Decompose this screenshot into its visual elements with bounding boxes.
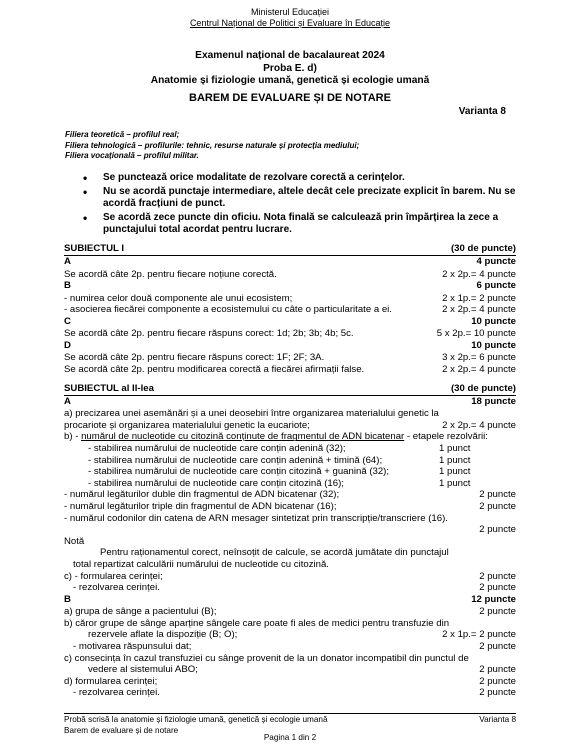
criterion-text: - numărul legăturilor triple din fragmentul de ADN bicatenar (16); — [64, 501, 337, 513]
points-value: 2 puncte — [479, 675, 516, 687]
footer-line-2: Barem de evaluare și de notare — [64, 725, 179, 735]
points-value: 2 x 2p.= 4 puncte — [442, 363, 516, 375]
points-value: 2 puncte — [479, 582, 516, 594]
barem-line — [64, 513, 516, 525]
ministry-name: Ministerul Educației — [250, 7, 330, 17]
points-value: 2 puncte — [479, 489, 516, 501]
rule-item: • Se acordă zece puncte din oficiu. Nota finală se calculează prin împărțirea la zece a punctajului total acordat pentru lucrare. — [77, 212, 522, 237]
points-value: 2 puncte — [479, 501, 516, 513]
barem-line — [64, 664, 516, 676]
section-gap — [64, 376, 516, 383]
criterion-text: - numirea celor două componente ale unui ecosistem; — [64, 292, 293, 304]
criterion-text: c) consecința în cazul transfuziei cu sânge provenit de la un donator incompatibil din punctul de — [64, 652, 469, 664]
barem-line — [64, 396, 516, 408]
points-value: 1 punct — [439, 454, 471, 466]
barem-line — [64, 559, 516, 571]
varianta-label: Varianta 8 — [458, 106, 506, 117]
barem-line — [64, 582, 516, 594]
criterion-text: b) căror grupe de sânge aparține sângele care poate fi ales de medici pentru transfuzie din — [64, 617, 450, 629]
barem-line — [64, 571, 516, 583]
criterion-text: Se acordă câte 2p. pentru fiecare noțiune corectă. — [64, 268, 277, 280]
rule-item: • Nu se acordă punctaje intermediare, altele decât cele precizate explicit în barem. Nu se acordă fracțiuni de punct. — [77, 186, 522, 211]
points-value: 2 x 1p.= 2 puncte — [442, 629, 516, 641]
criterion-text: - numărul codonilor din catena de ARN mesager sintetizat prin transcripție/transcriere (16). — [64, 512, 448, 524]
points-value: 2 puncte — [479, 640, 516, 652]
barem-line — [64, 408, 516, 420]
filiere-list — [65, 130, 359, 162]
criterion-underlined: numărul de nucleotide cu citozină conținute de fragmentul de ADN bicatenar — [81, 431, 405, 443]
criterion-text: A — [64, 256, 71, 268]
filiera-item: Filiera teoretică – profilul real; — [65, 130, 180, 139]
criterion-text: - stabilirea numărului de nucleotide care conțin adenină + timină (64); — [88, 454, 383, 466]
criterion-text: a) grupa de sânge a pacientului (B); — [64, 606, 217, 618]
general-rules — [77, 172, 522, 238]
points-value: 10 puncte — [471, 339, 516, 351]
rule-item: • Se punctează orice modalitate de rezolvare corectă a cerințelor. — [77, 172, 522, 185]
criterion-text: - stabilirea numărului de nucleotide care conțin adenină (32); — [88, 443, 346, 455]
points-value: 2 puncte — [479, 570, 516, 582]
section-heading — [64, 243, 516, 256]
criterion-text: total repartizat calculării numărului de nucleotide cu citozină. — [73, 559, 329, 571]
center-name: Centrul Național de Politici și Evaluare în Educație — [189, 18, 391, 28]
criterion-text: - motivarea răspunsului dat; — [73, 640, 192, 652]
barem-line — [64, 280, 516, 292]
criterion-text: - rezolvarea cerinței. — [73, 687, 160, 699]
criterion-prefix: b) - — [64, 431, 82, 443]
criterion-text: c) - formularea cerinței; — [64, 570, 163, 582]
points-value: 12 puncte — [471, 593, 516, 605]
criterion-text: B — [64, 280, 71, 292]
points-value: 2 x 1p.= 2 puncte — [442, 292, 516, 304]
criterion-text: - stabilirea numărului de nucleotide care conțin citozină (16); — [88, 477, 344, 489]
barem-line — [64, 547, 516, 559]
barem-line — [64, 676, 516, 688]
points-value: (30 de puncte) — [450, 243, 516, 254]
barem-line — [64, 466, 516, 478]
points-value: 3 x 2p.= 6 puncte — [442, 352, 516, 364]
criterion-text: vedere al sistemului ABO; — [88, 664, 198, 676]
barem-line — [64, 653, 516, 665]
exam-titles — [0, 50, 580, 88]
barem-line — [64, 420, 516, 432]
criterion-text: d) formularea cerinței; — [64, 675, 158, 687]
barem-line — [64, 364, 516, 376]
points-value: 4 puncte — [476, 256, 516, 268]
barem-line — [64, 606, 516, 618]
barem-line — [64, 489, 516, 501]
barem-line — [64, 478, 516, 490]
criterion-text: Se acordă câte 2p. pentru fiecare răspuns corect: 1F; 2F; 3A. — [64, 352, 325, 364]
points-value: 10 puncte — [471, 315, 516, 327]
barem-line — [64, 293, 516, 305]
criterion-text: procariote și organizarea materialului genetic la eucariote; — [64, 419, 310, 431]
barem-line — [64, 536, 516, 548]
points-value: 2 x 2p.= 4 puncte — [442, 304, 516, 316]
criterion-text: - stabilirea numărului de nucleotide care conțin citozină + guanină (32); — [88, 466, 390, 478]
barem-line — [64, 594, 516, 606]
points-value: 2 puncte — [479, 664, 516, 676]
criterion-suffix: - etapele rezolvării: — [404, 431, 488, 443]
criterion-text: SUBIECTUL I — [64, 243, 125, 254]
barem-line — [64, 256, 516, 268]
points-value: (30 de puncte) — [450, 382, 516, 394]
criterion-text: Notă — [64, 535, 85, 547]
points-value: 6 puncte — [476, 280, 516, 292]
points-value: 2 x 2p.= 4 puncte — [442, 419, 516, 431]
points-value: 1 punct — [439, 466, 471, 478]
barem-line — [64, 629, 516, 641]
points-value: 2 puncte — [479, 606, 516, 618]
criterion-text: SUBIECTUL al II-lea — [64, 382, 154, 394]
criterion-text: - asocierea fiecărei componente a ecosistemului cu câte o particularitate a ei. — [64, 304, 392, 316]
barem-line — [64, 352, 516, 364]
criterion-text: Pentru raționamentul corect, neînsoțit de calcule, se acordă jumătate din punctajul — [100, 547, 449, 559]
footer-line-1: Probă scrisă la anatomie și fiziologie umană, genetică și ecologie umană — [64, 715, 328, 724]
barem-line — [64, 340, 516, 352]
barem-line — [64, 524, 516, 536]
points-value: 18 puncte — [471, 395, 516, 407]
points-value: 1 punct — [439, 477, 471, 489]
barem-line — [64, 304, 516, 316]
criterion-text: rezervele aflate la dispoziție (B; O); — [88, 629, 238, 641]
filiera-item: Filiera vocațională – profilul militar. — [65, 151, 199, 160]
barem-line — [64, 455, 516, 467]
proba-title: Proba E. d) — [263, 62, 317, 74]
footer-varianta: Varianta 8 — [479, 715, 516, 724]
barem-line — [64, 687, 516, 699]
criterion-text: B — [64, 593, 71, 605]
barem-line — [64, 641, 516, 653]
points-value: 2 puncte — [479, 687, 516, 699]
criterion-text: A — [64, 395, 71, 407]
subject-title: Anatomie și fiziologie umană, genetică și ecologie umană — [150, 75, 430, 86]
barem-title: BAREM DE EVALUARE ȘI DE NOTARE — [189, 92, 391, 104]
points-value: 5 x 2p.= 10 puncte — [436, 328, 516, 340]
points-value: 2 x 2p.= 4 puncte — [442, 268, 516, 280]
criterion-text — [64, 431, 488, 443]
ministry-header — [0, 7, 580, 29]
barem-line — [64, 316, 516, 328]
criterion-text: - rezolvarea cerinței. — [73, 582, 160, 594]
barem-line — [64, 269, 516, 281]
criterion-text: C — [64, 315, 71, 327]
criterion-text: a) precizarea unei asemănări și a unei deosebiri între organizarea materialului genetic la — [64, 408, 439, 420]
page-number: Pagina 1 din 2 — [263, 733, 317, 742]
filiera-item: Filiera tehnologică – profilurile: tehnic, resurse naturale și protecția mediului; — [65, 140, 360, 150]
barem-line — [64, 431, 516, 443]
criterion-text: D — [64, 339, 71, 351]
points-value: 2 puncte — [479, 524, 516, 536]
criterion-text: Se acordă câte 2p. pentru modificarea corectă a fiecărei afirmații false. — [64, 363, 365, 375]
barem-content — [64, 243, 516, 699]
barem-line — [64, 328, 516, 340]
points-value: 1 punct — [439, 443, 471, 455]
barem-line — [64, 443, 516, 455]
barem-line — [64, 501, 516, 513]
criterion-text: Se acordă câte 2p. pentru fiecare răspuns corect: 1d; 2b; 3b; 4b; 5c. — [64, 328, 354, 340]
section-heading — [64, 383, 516, 396]
criterion-text: - numărul legăturilor duble din fragmentul de ADN bicatenar (32); — [64, 489, 340, 501]
exam-title: Examenul național de bacalaureat 2024 — [195, 50, 385, 61]
barem-line — [64, 618, 516, 630]
